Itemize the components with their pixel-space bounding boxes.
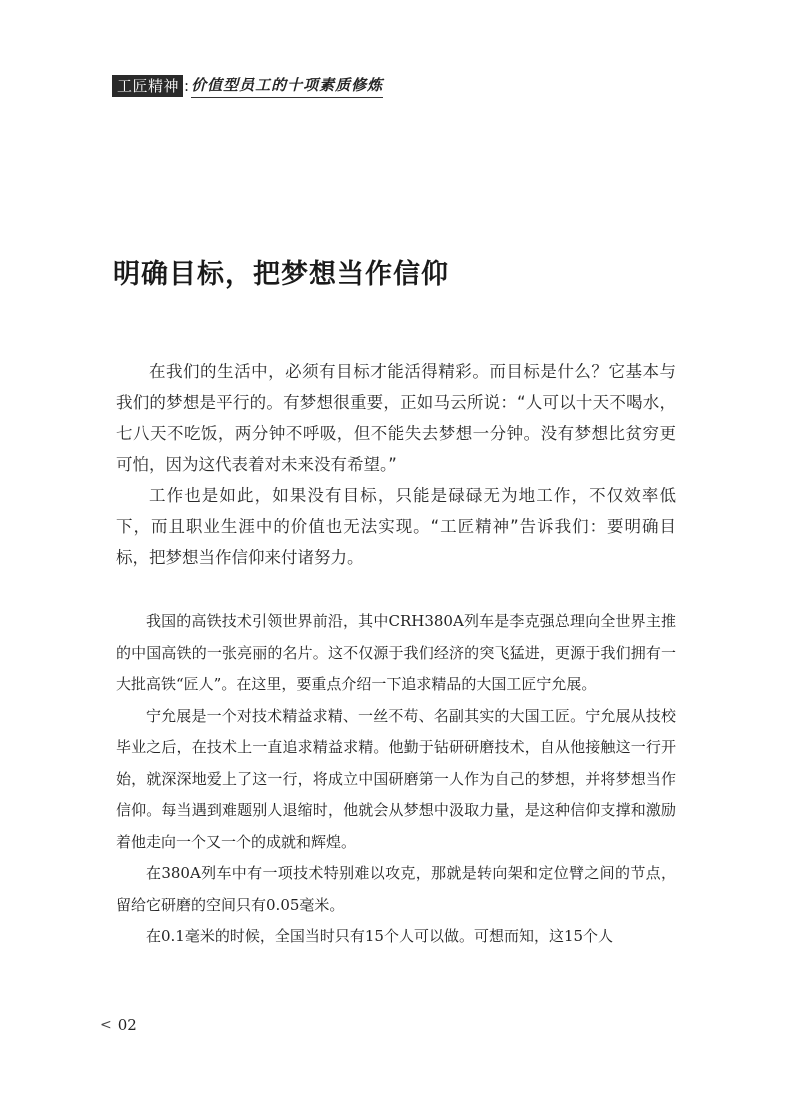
- intro-section: [116, 356, 676, 573]
- page-number: 02: [117, 1016, 137, 1034]
- running-header: [112, 74, 383, 98]
- intro-paragraph: 工作也是如此，如果没有目标，只能是碌碌无为地工作，不仅效率低下，而且职业生涯中的价值也无法实现。“工匠精神”告诉我们：要明确目标，把梦想当作信仰来付诸努力。: [116, 486, 676, 567]
- header-tag: 工匠精神: [112, 75, 183, 97]
- page-footer: [100, 1016, 137, 1034]
- header-separator: :: [184, 77, 190, 95]
- body-section: [116, 606, 676, 953]
- body-paragraph: 在380A列车中有一项技术特别难以攻克，那就是转向架和定位臂之间的节点，留给它研磨的空间只有0.05毫米。: [116, 864, 676, 914]
- page-title: 明确目标，把梦想当作信仰: [113, 259, 449, 290]
- body-paragraph: 宁允展是一个对技术精益求精、一丝不苟、名副其实的大国工匠。宁允展从技校毕业之后，在技术上一直追求精益求精。他勤于钻研研磨技术，自从他接触这一行开始，就深深地爱上了这一行，将成立中国研磨第一人作为自己的梦想，并将梦想当作信仰。每当遇到难题别人退缩时，他就会从梦想中汲取力量，是这种信仰支撑和激励着他走向一个又一个的成就和辉煌。: [116, 706, 676, 851]
- chevron-left-icon: <: [100, 1017, 112, 1033]
- intro-paragraph: 在我们的生活中，必须有目标才能活得精彩。而目标是什么？它基本与我们的梦想是平行的。有梦想很重要，正如马云所说：“人可以十天不喝水，七八天不吃饭，两分钟不呼吸，但不能失去梦想一分钟。没有梦想比贫穷更可怕，因为这代表着对未来没有希望。”: [116, 362, 676, 474]
- body-paragraph: 我国的高铁技术引领世界前沿，其中CRH380A列车是李克强总理向全世界主推的中国高铁的一张亮丽的名片。这不仅源于我们经济的突飞猛进，更源于我们拥有一大批高铁“匠人”。在这里，要重点介绍一下追求精品的大国工匠宁允展。: [116, 612, 676, 693]
- body-paragraph: 在0.1毫米的时候，全国当时只有15个人可以做。可想而知，这15个人: [146, 927, 614, 945]
- header-subtitle: 价值型员工的十项素质修炼: [191, 74, 383, 98]
